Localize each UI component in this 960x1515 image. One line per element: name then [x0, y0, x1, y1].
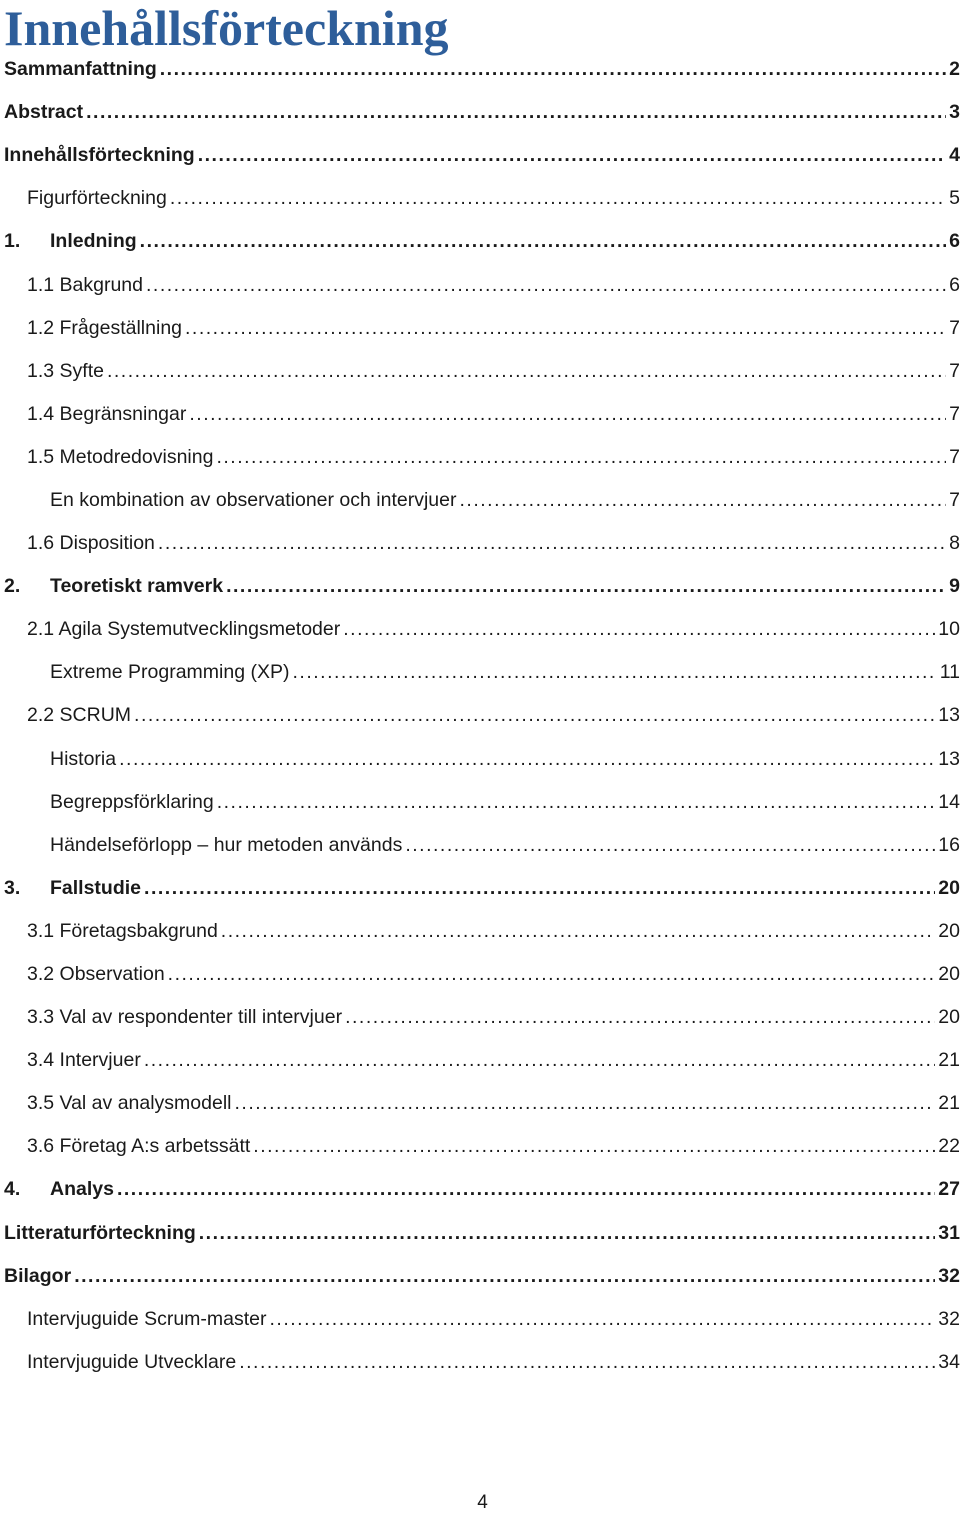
- toc-entry-label: [27, 963, 165, 986]
- toc-dot-leader: [292, 661, 936, 684]
- toc-entry-text: En kombination av observationer och intervjuer: [50, 488, 457, 511]
- toc-entry-number: 2.: [4, 575, 21, 598]
- toc-entry-label: [27, 274, 143, 297]
- toc-entry-label: [27, 1135, 250, 1158]
- toc-entry-page: 32: [938, 1307, 960, 1330]
- toc-entry-label: [4, 144, 195, 167]
- toc-dot-leader: [345, 1006, 935, 1029]
- toc-entry-label: [4, 1265, 71, 1288]
- toc-entry-text: Innehållsförteckning: [4, 144, 195, 167]
- toc-entry[interactable]: [4, 350, 960, 393]
- toc-entry-label: [4, 877, 141, 900]
- toc-entry-text: 3.2 Observation: [27, 963, 165, 986]
- toc-entry[interactable]: [4, 479, 960, 522]
- toc-entry[interactable]: [4, 781, 960, 824]
- toc-entry[interactable]: [4, 824, 960, 867]
- toc-entry-page: 21: [938, 1092, 960, 1115]
- toc-entry-text: Analys: [50, 1178, 114, 1201]
- toc-entry-page: 6: [949, 273, 960, 296]
- toc-entry[interactable]: [4, 263, 960, 306]
- toc-entry-page: 7: [949, 488, 960, 511]
- toc-dot-leader: [134, 704, 935, 727]
- toc-entry-number: 4.: [4, 1178, 21, 1201]
- toc-entry-label: [50, 834, 402, 857]
- toc-entry-page: 2: [949, 58, 960, 81]
- toc-entry-page: 7: [949, 316, 960, 339]
- toc-entry-label: [27, 1049, 141, 1072]
- toc-entry-text: 1.4 Begränsningar: [27, 402, 187, 425]
- toc-entry-text: Figurförteckning: [27, 187, 167, 210]
- toc-entry-label: [27, 317, 182, 340]
- toc-entry-page: 20: [938, 919, 960, 942]
- toc-dot-leader: [198, 144, 946, 167]
- toc-entry-text: Inledning: [50, 230, 137, 253]
- toc-entry-label: [4, 575, 223, 598]
- toc-entry[interactable]: [4, 651, 960, 694]
- toc-entry-text: Intervjuguide Utvecklare: [27, 1350, 237, 1373]
- toc-entry-label: [4, 101, 83, 124]
- toc-entry-label: [27, 360, 104, 383]
- toc-entry-label: [27, 618, 340, 641]
- toc-entry-text: 1.5 Metodredovisning: [27, 445, 214, 468]
- toc-entry-label: [4, 58, 157, 81]
- toc-entry-text: Begreppsförklaring: [50, 790, 214, 813]
- toc-entry-text: 1.2 Frågeställning: [27, 316, 183, 339]
- toc-entry-page: 10: [938, 618, 960, 641]
- toc-entry[interactable]: [4, 1125, 960, 1168]
- toc-entry-number: 3.: [4, 876, 21, 899]
- toc-entry[interactable]: [4, 996, 960, 1039]
- toc-entry-label: [50, 791, 214, 814]
- toc-entry[interactable]: [4, 134, 960, 177]
- toc-entry[interactable]: [4, 565, 960, 608]
- toc-entry-text: Extreme Programming (XP): [50, 661, 290, 684]
- toc-dot-leader: [86, 101, 946, 124]
- toc-entry[interactable]: [4, 1341, 960, 1384]
- toc-entry[interactable]: [4, 910, 960, 953]
- toc-entry-page: 31: [938, 1221, 960, 1244]
- toc-dot-leader: [226, 575, 946, 598]
- toc-entry[interactable]: [4, 694, 960, 737]
- toc-entry-label: [4, 1222, 196, 1245]
- toc-entry-label: [27, 1308, 267, 1331]
- toc-entry-page: 22: [938, 1135, 960, 1158]
- toc-dot-leader: [343, 618, 935, 641]
- toc-entry-text: 3.6 Företag A:s arbetssätt: [27, 1135, 251, 1158]
- toc-entry-page: 13: [938, 747, 960, 770]
- toc-entry-text: 3.4 Intervjuer: [27, 1049, 141, 1072]
- toc-entry-number: 1.: [4, 230, 21, 253]
- toc-entry[interactable]: [4, 1212, 960, 1255]
- toc-entry-text: 3.1 Företagsbakgrund: [27, 919, 218, 942]
- toc-dot-leader: [270, 1308, 936, 1331]
- toc-entry-page: 7: [949, 445, 960, 468]
- toc-entry-text: Intervjuguide Scrum-master: [27, 1307, 267, 1330]
- toc-entry-text: Litteraturförteckning: [4, 1221, 196, 1244]
- toc-entry-text: 1.3 Syfte: [27, 359, 104, 382]
- toc-entry-label: [27, 704, 131, 727]
- toc-entry-page: 20: [938, 876, 960, 899]
- toc-entry-text: Teoretiskt ramverk: [50, 575, 224, 598]
- toc-entry-text: Historia: [50, 747, 117, 770]
- toc-entry-text: Abstract: [4, 101, 84, 124]
- toc-dot-leader: [107, 360, 946, 383]
- toc-dot-leader: [158, 532, 946, 555]
- toc-dot-leader: [239, 1351, 935, 1374]
- toc-entry-page: 6: [949, 230, 960, 253]
- toc-dot-leader: [221, 920, 936, 943]
- toc-entry-text: 2.2 SCRUM: [27, 704, 132, 727]
- toc-entry[interactable]: [4, 867, 960, 910]
- toc-entry-text: Händelseförlopp – hur metoden används: [50, 833, 403, 856]
- toc-entry[interactable]: [4, 220, 960, 263]
- toc-entry-label: [50, 489, 456, 512]
- toc-dot-leader: [189, 403, 946, 426]
- toc-dot-leader: [140, 230, 946, 253]
- toc-dot-leader: [117, 1178, 935, 1201]
- toc-entry[interactable]: [4, 393, 960, 436]
- toc-entry-page: 7: [949, 402, 960, 425]
- toc-dot-leader: [168, 963, 936, 986]
- toc-entry-text: 2.1 Agila Systemutvecklingsmetoder: [27, 618, 341, 641]
- table-of-contents: [4, 48, 960, 1384]
- toc-entry-page: 34: [938, 1350, 960, 1373]
- toc-entry-page: 27: [938, 1178, 960, 1201]
- toc-entry[interactable]: [4, 608, 960, 651]
- toc-entry-text: Bilagor: [4, 1264, 72, 1287]
- toc-entry[interactable]: [4, 522, 960, 565]
- toc-dot-leader: [235, 1092, 936, 1115]
- toc-dot-leader: [199, 1222, 936, 1245]
- toc-dot-leader: [217, 791, 936, 814]
- toc-entry-page: 13: [938, 704, 960, 727]
- toc-entry-page: 14: [938, 790, 960, 813]
- toc-entry-page: 9: [949, 575, 960, 598]
- toc-entry[interactable]: [4, 738, 960, 781]
- toc-entry-page: 4: [949, 144, 960, 167]
- toc-entry[interactable]: [4, 1298, 960, 1341]
- toc-entry-page: 5: [949, 187, 960, 210]
- toc-entry-page: 7: [949, 359, 960, 382]
- toc-entry-label: [50, 748, 116, 771]
- toc-dot-leader: [170, 187, 946, 210]
- toc-entry-page: 16: [938, 833, 960, 856]
- toc-entry-page: 20: [938, 963, 960, 986]
- toc-entry-text: Fallstudie: [50, 876, 142, 899]
- toc-dot-leader: [160, 58, 946, 81]
- toc-entry-text: Sammanfattning: [4, 58, 157, 81]
- toc-entry-label: [27, 920, 218, 943]
- toc-dot-leader: [144, 1049, 935, 1072]
- toc-dot-leader: [405, 834, 935, 857]
- toc-dot-leader: [459, 489, 946, 512]
- page-title: Innehållsförteckning: [4, 0, 449, 56]
- toc-dot-leader: [253, 1135, 935, 1158]
- toc-entry-label: [4, 1178, 114, 1201]
- toc-dot-leader: [119, 748, 935, 771]
- toc-entry[interactable]: [4, 436, 960, 479]
- toc-entry-label: [27, 532, 155, 555]
- toc-entry-label: [27, 1006, 342, 1029]
- toc-entry[interactable]: [4, 1168, 960, 1211]
- toc-entry-label: [27, 1351, 236, 1374]
- toc-entry[interactable]: [4, 307, 960, 350]
- toc-entry-page: 20: [938, 1006, 960, 1029]
- toc-entry-label: [4, 230, 137, 253]
- toc-entry-page: 21: [938, 1049, 960, 1072]
- toc-entry-label: [27, 187, 167, 210]
- toc-entry-text: 1.1 Bakgrund: [27, 273, 144, 296]
- toc-dot-leader: [216, 446, 946, 469]
- toc-entry-page: 3: [949, 101, 960, 124]
- toc-entry-page: 32: [938, 1264, 960, 1287]
- toc-dot-leader: [185, 317, 946, 340]
- toc-entry-page: 8: [949, 532, 960, 555]
- toc-entry-text: 1.6 Disposition: [27, 532, 155, 555]
- toc-entry[interactable]: [4, 48, 960, 91]
- toc-entry-label: [50, 661, 289, 684]
- toc-entry[interactable]: [4, 177, 960, 220]
- toc-entry[interactable]: [4, 1082, 960, 1125]
- toc-dot-leader: [74, 1265, 935, 1288]
- toc-dot-leader: [146, 274, 946, 297]
- toc-entry-text: 3.5 Val av analysmodell: [27, 1092, 232, 1115]
- toc-entry[interactable]: [4, 1255, 960, 1298]
- toc-entry-label: [27, 1092, 232, 1115]
- toc-entry-label: [27, 446, 213, 469]
- toc-dot-leader: [144, 877, 935, 900]
- page-number: 4: [477, 1492, 488, 1513]
- toc-entry[interactable]: [4, 953, 960, 996]
- toc-entry[interactable]: [4, 1039, 960, 1082]
- toc-entry-text: 3.3 Val av respondenter till intervjuer: [27, 1006, 343, 1029]
- toc-entry[interactable]: [4, 91, 960, 134]
- toc-entry-page: 11: [939, 661, 960, 684]
- toc-entry-label: [27, 403, 186, 426]
